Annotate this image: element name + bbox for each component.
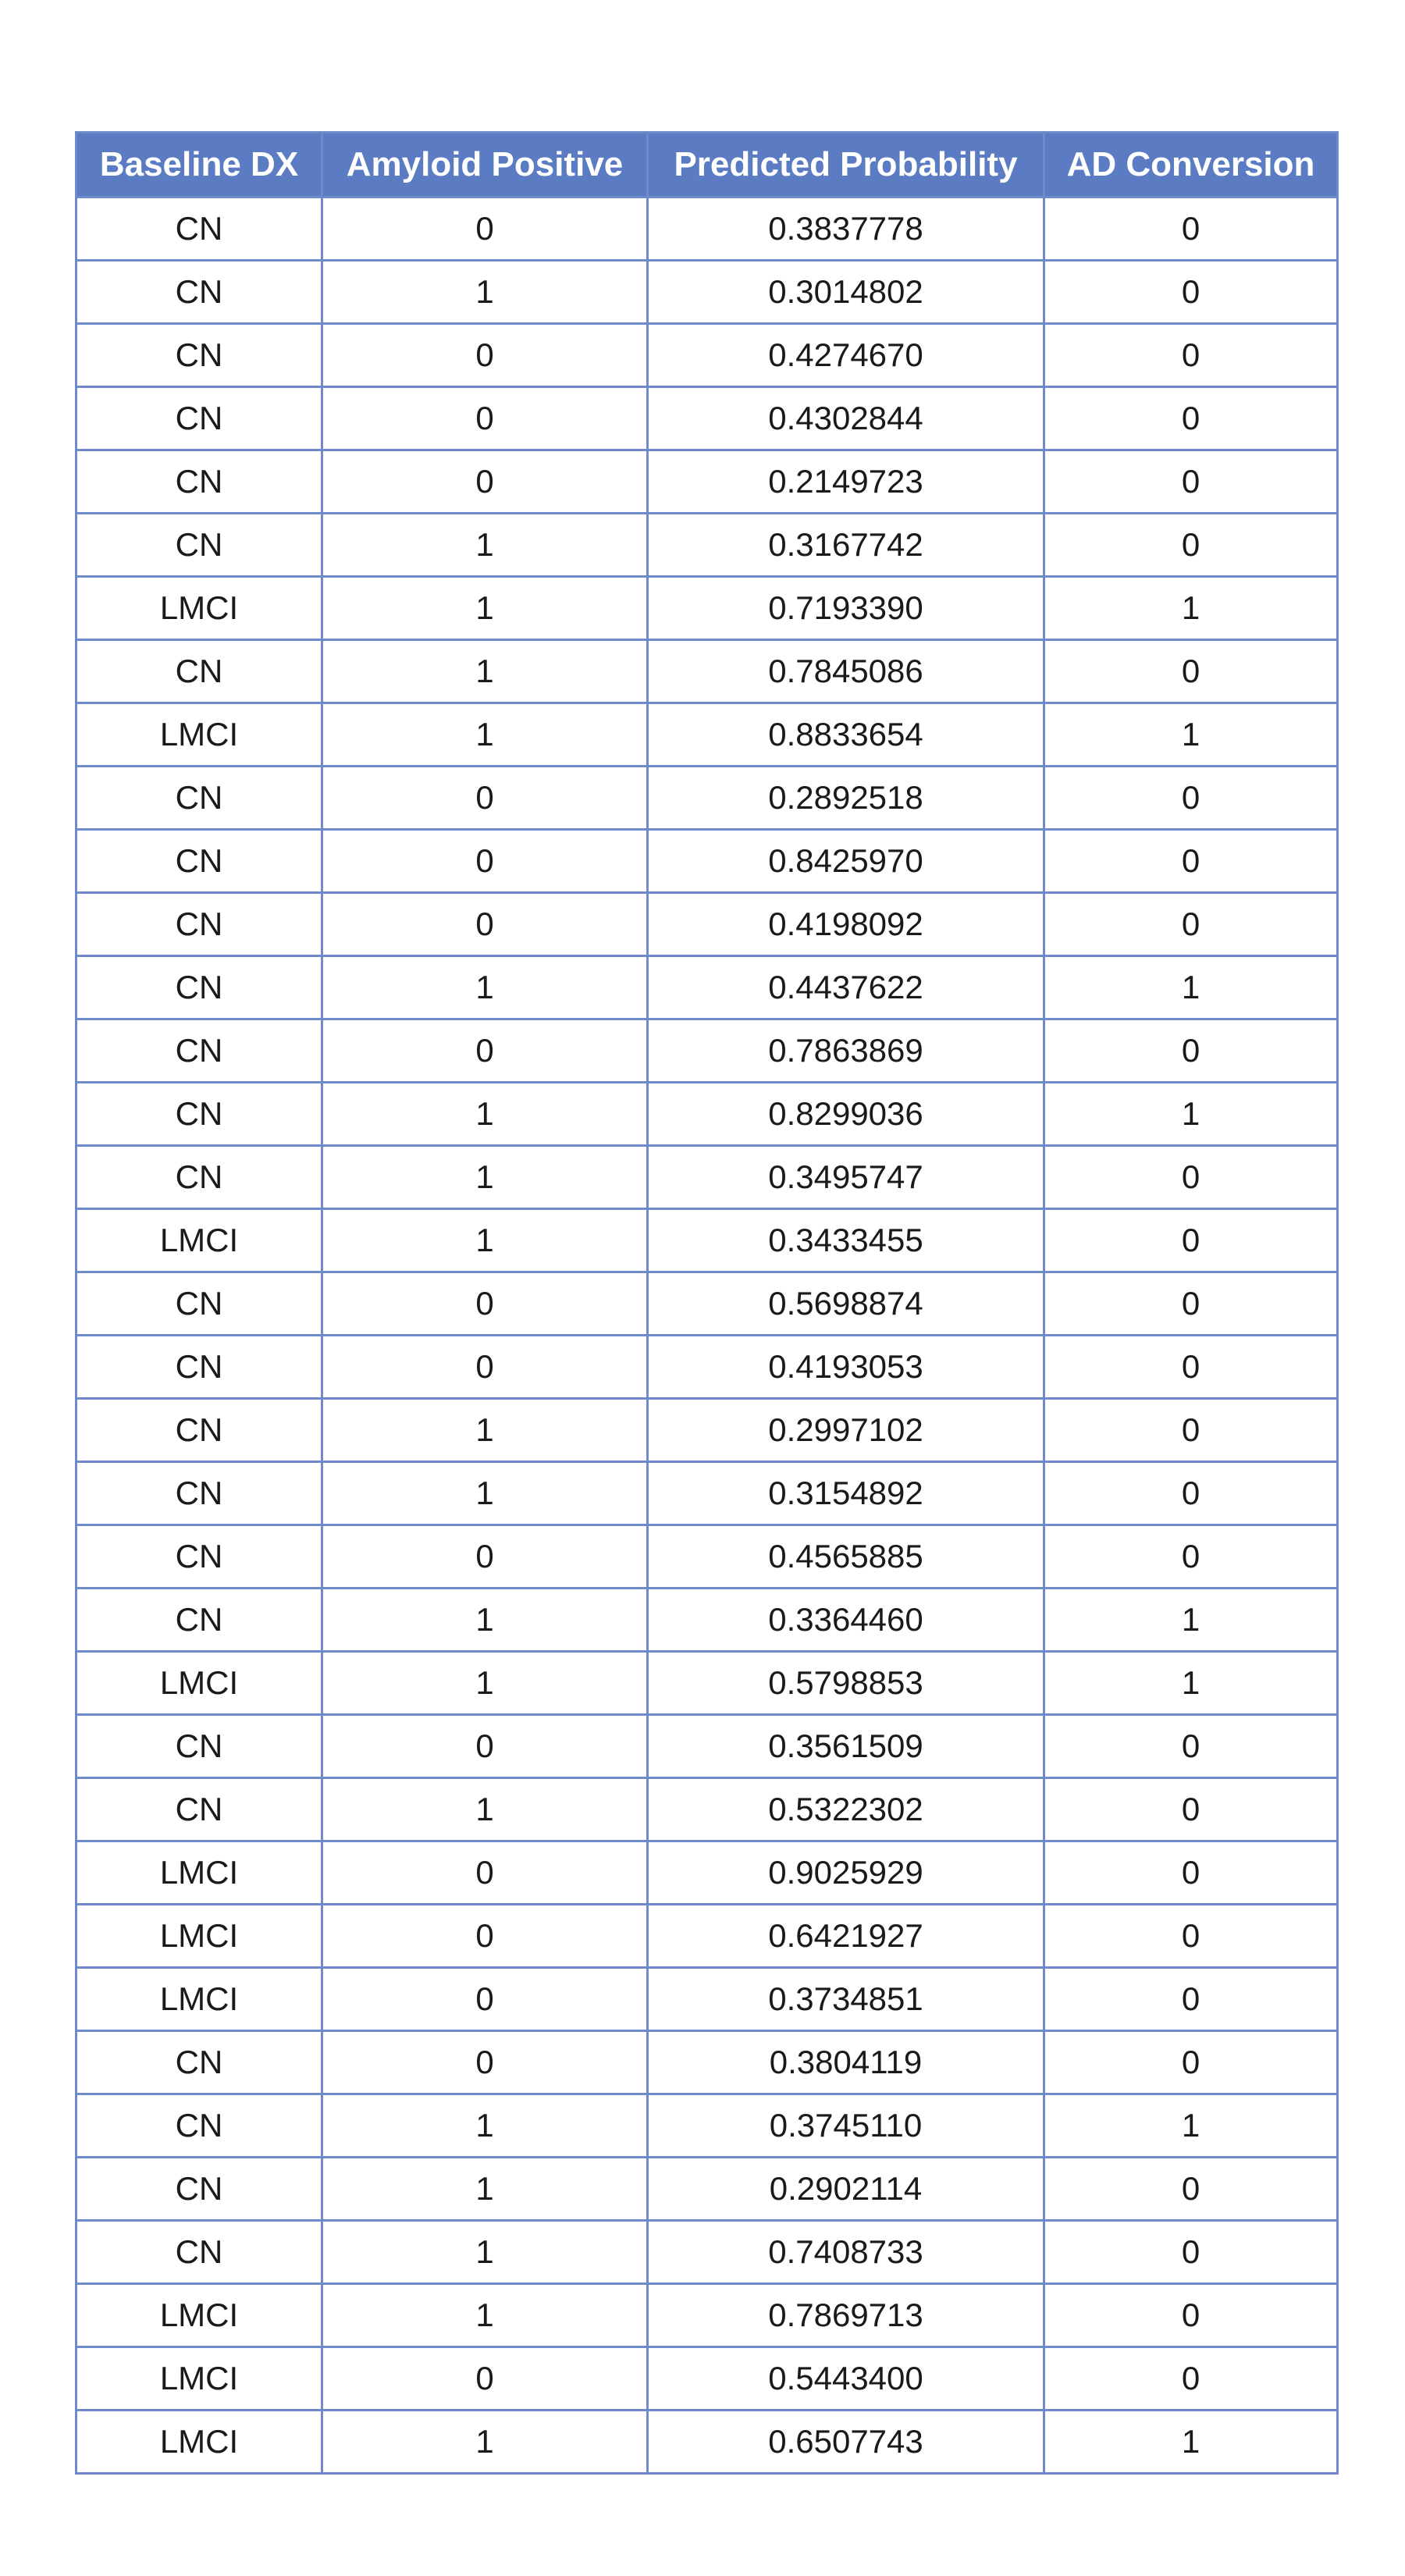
cell-ad-conversion: 0 <box>1044 261 1338 324</box>
cell-baseline-dx: LMCI <box>76 1841 322 1905</box>
table-row <box>76 514 1338 577</box>
table-row <box>76 893 1338 956</box>
cell-predicted-probability: 0.4437622 <box>648 956 1044 1019</box>
cell-amyloid-positive: 0 <box>322 2347 648 2411</box>
cell-ad-conversion: 0 <box>1044 2221 1338 2284</box>
cell-predicted-probability: 0.2892518 <box>648 767 1044 830</box>
cell-baseline-dx: CN <box>76 2158 322 2221</box>
cell-ad-conversion: 1 <box>1044 2094 1338 2158</box>
cell-baseline-dx: LMCI <box>76 2347 322 2411</box>
cell-amyloid-positive: 1 <box>322 1146 648 1209</box>
table-row <box>76 1209 1338 1272</box>
cell-predicted-probability: 0.7863869 <box>648 1019 1044 1083</box>
cell-baseline-dx: CN <box>76 640 322 703</box>
cell-baseline-dx: LMCI <box>76 2284 322 2347</box>
cell-ad-conversion: 0 <box>1044 197 1338 261</box>
cell-amyloid-positive: 0 <box>322 324 648 387</box>
cell-ad-conversion: 1 <box>1044 956 1338 1019</box>
cell-ad-conversion: 1 <box>1044 577 1338 640</box>
cell-predicted-probability: 0.3154892 <box>648 1462 1044 1525</box>
cell-baseline-dx: CN <box>76 1019 322 1083</box>
cell-predicted-probability: 0.4193053 <box>648 1336 1044 1399</box>
cell-predicted-probability: 0.5443400 <box>648 2347 1044 2411</box>
cell-baseline-dx: CN <box>76 450 322 514</box>
header-row <box>76 133 1338 197</box>
cell-ad-conversion: 0 <box>1044 1905 1338 1968</box>
cell-predicted-probability: 0.3745110 <box>648 2094 1044 2158</box>
cell-ad-conversion: 0 <box>1044 1778 1338 1841</box>
cell-baseline-dx: CN <box>76 2094 322 2158</box>
table-row <box>76 1652 1338 1715</box>
cell-predicted-probability: 0.5322302 <box>648 1778 1044 1841</box>
cell-ad-conversion: 1 <box>1044 1652 1338 1715</box>
table-row <box>76 324 1338 387</box>
cell-baseline-dx: LMCI <box>76 1652 322 1715</box>
cell-amyloid-positive: 1 <box>322 703 648 767</box>
cell-amyloid-positive: 1 <box>322 956 648 1019</box>
cell-ad-conversion: 0 <box>1044 2347 1338 2411</box>
cell-predicted-probability: 0.7869713 <box>648 2284 1044 2347</box>
cell-predicted-probability: 0.7408733 <box>648 2221 1044 2284</box>
cell-amyloid-positive: 0 <box>322 387 648 450</box>
cell-baseline-dx: CN <box>76 1083 322 1146</box>
cell-ad-conversion: 0 <box>1044 830 1338 893</box>
cell-predicted-probability: 0.3495747 <box>648 1146 1044 1209</box>
table-row <box>76 2221 1338 2284</box>
cell-amyloid-positive: 1 <box>322 514 648 577</box>
table-row <box>76 2284 1338 2347</box>
cell-amyloid-positive: 1 <box>322 1209 648 1272</box>
cell-predicted-probability: 0.4565885 <box>648 1525 1044 1589</box>
cell-predicted-probability: 0.3734851 <box>648 1968 1044 2031</box>
cell-baseline-dx: CN <box>76 1715 322 1778</box>
data-table <box>75 131 1339 2475</box>
header-ad-conversion: AD Conversion <box>1044 133 1338 197</box>
cell-predicted-probability: 0.9025929 <box>648 1841 1044 1905</box>
table-row <box>76 767 1338 830</box>
cell-amyloid-positive: 0 <box>322 1968 648 2031</box>
header-amyloid-positive: Amyloid Positive <box>322 133 648 197</box>
cell-amyloid-positive: 1 <box>322 2221 648 2284</box>
table-row <box>76 956 1338 1019</box>
cell-amyloid-positive: 1 <box>322 261 648 324</box>
table-row <box>76 1525 1338 1589</box>
table-row <box>76 1841 1338 1905</box>
table-row <box>76 1399 1338 1462</box>
cell-ad-conversion: 0 <box>1044 2031 1338 2094</box>
cell-amyloid-positive: 0 <box>322 450 648 514</box>
cell-amyloid-positive: 0 <box>322 1715 648 1778</box>
cell-baseline-dx: CN <box>76 1272 322 1336</box>
cell-baseline-dx: CN <box>76 2221 322 2284</box>
cell-baseline-dx: CN <box>76 261 322 324</box>
cell-ad-conversion: 0 <box>1044 1968 1338 2031</box>
cell-predicted-probability: 0.2902114 <box>648 2158 1044 2221</box>
cell-amyloid-positive: 0 <box>322 1019 648 1083</box>
cell-ad-conversion: 1 <box>1044 1083 1338 1146</box>
cell-ad-conversion: 0 <box>1044 1841 1338 1905</box>
cell-ad-conversion: 0 <box>1044 1146 1338 1209</box>
cell-baseline-dx: LMCI <box>76 577 322 640</box>
cell-ad-conversion: 0 <box>1044 640 1338 703</box>
cell-amyloid-positive: 1 <box>322 577 648 640</box>
cell-ad-conversion: 0 <box>1044 2158 1338 2221</box>
table-row <box>76 450 1338 514</box>
table-body <box>76 197 1338 2474</box>
cell-ad-conversion: 1 <box>1044 1589 1338 1652</box>
cell-ad-conversion: 0 <box>1044 450 1338 514</box>
table-row <box>76 1272 1338 1336</box>
cell-predicted-probability: 0.8425970 <box>648 830 1044 893</box>
table-row <box>76 1778 1338 1841</box>
cell-ad-conversion: 1 <box>1044 703 1338 767</box>
cell-baseline-dx: LMCI <box>76 1905 322 1968</box>
cell-amyloid-positive: 0 <box>322 767 648 830</box>
cell-predicted-probability: 0.4198092 <box>648 893 1044 956</box>
cell-baseline-dx: LMCI <box>76 1968 322 2031</box>
cell-predicted-probability: 0.3364460 <box>648 1589 1044 1652</box>
cell-amyloid-positive: 0 <box>322 1841 648 1905</box>
cell-baseline-dx: CN <box>76 514 322 577</box>
cell-baseline-dx: CN <box>76 830 322 893</box>
cell-ad-conversion: 0 <box>1044 893 1338 956</box>
table-row <box>76 577 1338 640</box>
table-row <box>76 1905 1338 1968</box>
cell-amyloid-positive: 0 <box>322 893 648 956</box>
cell-ad-conversion: 0 <box>1044 767 1338 830</box>
table-row <box>76 1589 1338 1652</box>
cell-amyloid-positive: 0 <box>322 197 648 261</box>
table-row <box>76 387 1338 450</box>
cell-predicted-probability: 0.3804119 <box>648 2031 1044 2094</box>
header-baseline-dx: Baseline DX <box>76 133 322 197</box>
cell-amyloid-positive: 1 <box>322 2094 648 2158</box>
cell-ad-conversion: 0 <box>1044 514 1338 577</box>
table-row <box>76 1019 1338 1083</box>
cell-predicted-probability: 0.7845086 <box>648 640 1044 703</box>
table-row <box>76 2411 1338 2474</box>
cell-amyloid-positive: 0 <box>322 2031 648 2094</box>
table-row <box>76 2158 1338 2221</box>
cell-predicted-probability: 0.6421927 <box>648 1905 1044 1968</box>
cell-baseline-dx: CN <box>76 1589 322 1652</box>
cell-ad-conversion: 0 <box>1044 1715 1338 1778</box>
cell-predicted-probability: 0.3167742 <box>648 514 1044 577</box>
cell-amyloid-positive: 1 <box>322 1399 648 1462</box>
cell-baseline-dx: CN <box>76 956 322 1019</box>
cell-ad-conversion: 0 <box>1044 324 1338 387</box>
cell-ad-conversion: 0 <box>1044 1272 1338 1336</box>
table-row <box>76 1715 1338 1778</box>
cell-predicted-probability: 0.7193390 <box>648 577 1044 640</box>
table-row <box>76 197 1338 261</box>
cell-baseline-dx: CN <box>76 1146 322 1209</box>
table-row <box>76 640 1338 703</box>
cell-baseline-dx: LMCI <box>76 2411 322 2474</box>
cell-ad-conversion: 0 <box>1044 1399 1338 1462</box>
cell-amyloid-positive: 0 <box>322 1525 648 1589</box>
cell-baseline-dx: CN <box>76 2031 322 2094</box>
cell-amyloid-positive: 1 <box>322 2411 648 2474</box>
cell-predicted-probability: 0.3837778 <box>648 197 1044 261</box>
table-row <box>76 1336 1338 1399</box>
cell-baseline-dx: CN <box>76 197 322 261</box>
table-row <box>76 1462 1338 1525</box>
cell-predicted-probability: 0.3433455 <box>648 1209 1044 1272</box>
cell-predicted-probability: 0.8833654 <box>648 703 1044 767</box>
table-row <box>76 1146 1338 1209</box>
table-header <box>76 133 1338 197</box>
table-row <box>76 2031 1338 2094</box>
cell-ad-conversion: 0 <box>1044 1019 1338 1083</box>
cell-amyloid-positive: 0 <box>322 1336 648 1399</box>
cell-ad-conversion: 0 <box>1044 1209 1338 1272</box>
table-row <box>76 830 1338 893</box>
cell-ad-conversion: 0 <box>1044 387 1338 450</box>
cell-baseline-dx: CN <box>76 387 322 450</box>
cell-baseline-dx: CN <box>76 324 322 387</box>
cell-amyloid-positive: 1 <box>322 1462 648 1525</box>
cell-predicted-probability: 0.8299036 <box>648 1083 1044 1146</box>
cell-baseline-dx: CN <box>76 1462 322 1525</box>
cell-ad-conversion: 1 <box>1044 2411 1338 2474</box>
table-row <box>76 1968 1338 2031</box>
cell-amyloid-positive: 0 <box>322 830 648 893</box>
cell-ad-conversion: 0 <box>1044 1462 1338 1525</box>
cell-amyloid-positive: 1 <box>322 1778 648 1841</box>
cell-baseline-dx: CN <box>76 1778 322 1841</box>
cell-predicted-probability: 0.4274670 <box>648 324 1044 387</box>
cell-predicted-probability: 0.6507743 <box>648 2411 1044 2474</box>
table-row <box>76 261 1338 324</box>
cell-baseline-dx: CN <box>76 1336 322 1399</box>
cell-predicted-probability: 0.2149723 <box>648 450 1044 514</box>
cell-amyloid-positive: 1 <box>322 1083 648 1146</box>
cell-predicted-probability: 0.3014802 <box>648 261 1044 324</box>
cell-baseline-dx: CN <box>76 893 322 956</box>
table-row <box>76 2347 1338 2411</box>
cell-predicted-probability: 0.5698874 <box>648 1272 1044 1336</box>
cell-baseline-dx: LMCI <box>76 1209 322 1272</box>
cell-amyloid-positive: 1 <box>322 640 648 703</box>
data-table-container <box>75 131 1336 2475</box>
cell-predicted-probability: 0.3561509 <box>648 1715 1044 1778</box>
table-row <box>76 703 1338 767</box>
cell-amyloid-positive: 1 <box>322 2284 648 2347</box>
cell-amyloid-positive: 0 <box>322 1905 648 1968</box>
cell-baseline-dx: CN <box>76 767 322 830</box>
cell-amyloid-positive: 1 <box>322 1652 648 1715</box>
cell-ad-conversion: 0 <box>1044 1525 1338 1589</box>
cell-baseline-dx: LMCI <box>76 703 322 767</box>
cell-amyloid-positive: 1 <box>322 1589 648 1652</box>
cell-ad-conversion: 0 <box>1044 1336 1338 1399</box>
cell-predicted-probability: 0.5798853 <box>648 1652 1044 1715</box>
header-predicted-probability: Predicted Probability <box>648 133 1044 197</box>
table-row <box>76 1083 1338 1146</box>
cell-amyloid-positive: 0 <box>322 1272 648 1336</box>
table-row <box>76 2094 1338 2158</box>
cell-ad-conversion: 0 <box>1044 2284 1338 2347</box>
cell-predicted-probability: 0.4302844 <box>648 387 1044 450</box>
cell-baseline-dx: CN <box>76 1525 322 1589</box>
cell-amyloid-positive: 1 <box>322 2158 648 2221</box>
cell-predicted-probability: 0.2997102 <box>648 1399 1044 1462</box>
cell-baseline-dx: CN <box>76 1399 322 1462</box>
